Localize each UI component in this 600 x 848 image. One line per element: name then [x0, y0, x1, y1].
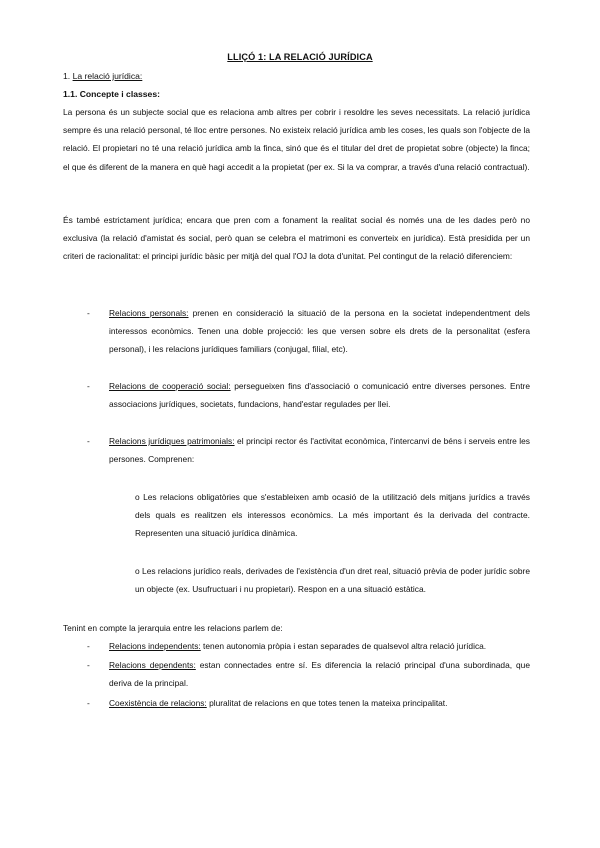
list-item: [63, 694, 530, 712]
list-term: Relacions dependents:: [109, 660, 196, 670]
paragraph-intro: La persona és un subjecte social que es relaciona amb altres per cobrir i resoldre les seves necessitats. La relació jurídica sempre és una relació personal, té lloc entre persones. No existeix relació jurídica amb les coses, les quals son l'objecte de la relació. El propietari no té una relació jurídica amb la finca, sinó que és el titular del dret de propietat sobre (objecte) la finca; el que és diferent de la manera en què hagi accedit a la propietat (per ex. Si la va comprar, a través d'una relació contractual).: [63, 107, 530, 172]
list-text: prenen en consideració la situació de la persona en la societat independentment dels interessos econòmics. Tenen una doble projecció: les que versen sobre els drets de la personalitat (esfera personal), i les relacions jurídiques familiars (conjugal, filial, etc).: [109, 308, 530, 355]
list-item: [63, 377, 530, 413]
page-title: LLIÇÓ 1: LA RELACIÓ JURÍDICA: [227, 52, 373, 62]
list-item: [63, 656, 530, 692]
list-term: Relacions jurídiques patrimonials:: [109, 436, 235, 446]
list-dash: -: [87, 660, 90, 670]
list-term: Relacions de cooperació social:: [109, 381, 231, 391]
section-title: La relació jurídica:: [72, 71, 143, 81]
list-term: Relacions personals:: [109, 308, 189, 318]
paragraph-juridic: És també estrictament jurídica; encara que pren com a fonament la realitat social és només una de les dades però no exclusiva (la relació d'amistat és social, però quan se celebra el matrimoni es converteix en jurídica). Està presidida per un criteri de racionalitat: el principi jurídic bàsic per mitjà del qual l'OJ la dota d'unitat. Pel contingut de la relació diferenciem:: [63, 215, 530, 262]
list-text: tenen autonomia pròpia i estan separades de qualsevol altra relació jurídica.: [200, 641, 487, 651]
subsection-heading: 1.1. Concepte i classes:: [63, 89, 160, 99]
sublist-item-reals: o Les relacions jurídico reals, derivades de l'existència d'un dret real, situació prèvia de poder jurídic sobre un objecte (ex. Usufructuari i nu propietari). Respon en a una situació estàtica.: [135, 566, 530, 595]
list-dash: -: [87, 641, 90, 651]
list-dash: -: [87, 381, 90, 391]
list-dash: -: [87, 436, 90, 446]
list-text: estan connectades entre sí. Es diferencia la relació principal d'una subordinada, que deriva de la principal.: [109, 660, 530, 689]
list-text: persegueixen fins d'associació o comunicació entre diverses persones. Entre associacions jurídiques, societats, fundacions, hand'estar regulades per llei.: [109, 381, 530, 410]
sublist-item-obligatories: o Les relacions obligatòries que s'estableixen amb ocasió de la utilització dels mitjans jurídics a través dels quals es realitzen els interessos econòmics. La més important és la derivada del contracte. Representen una situació jurídica dinàmica.: [135, 492, 530, 539]
list-term: Relacions independents:: [109, 641, 201, 651]
list-text: pluralitat de relacions en que totes tenen la mateixa principalitat.: [206, 698, 448, 708]
list-item: [63, 432, 530, 468]
section-heading: [63, 71, 142, 81]
paragraph-hierarchy: Tenint en compte la jerarquia entre les relacions parlem de:: [63, 623, 283, 633]
section-number: 1.: [63, 71, 71, 81]
list-dash: -: [87, 698, 90, 708]
list-dash: -: [87, 308, 90, 318]
list-item: [63, 637, 530, 655]
list-term: Coexistència de relacions:: [109, 698, 207, 708]
list-text: el principi rector és l'activitat econòmica, l'intercanvi de béns i serveis entre les persones. Comprenen:: [109, 436, 530, 465]
list-item: [63, 304, 530, 359]
